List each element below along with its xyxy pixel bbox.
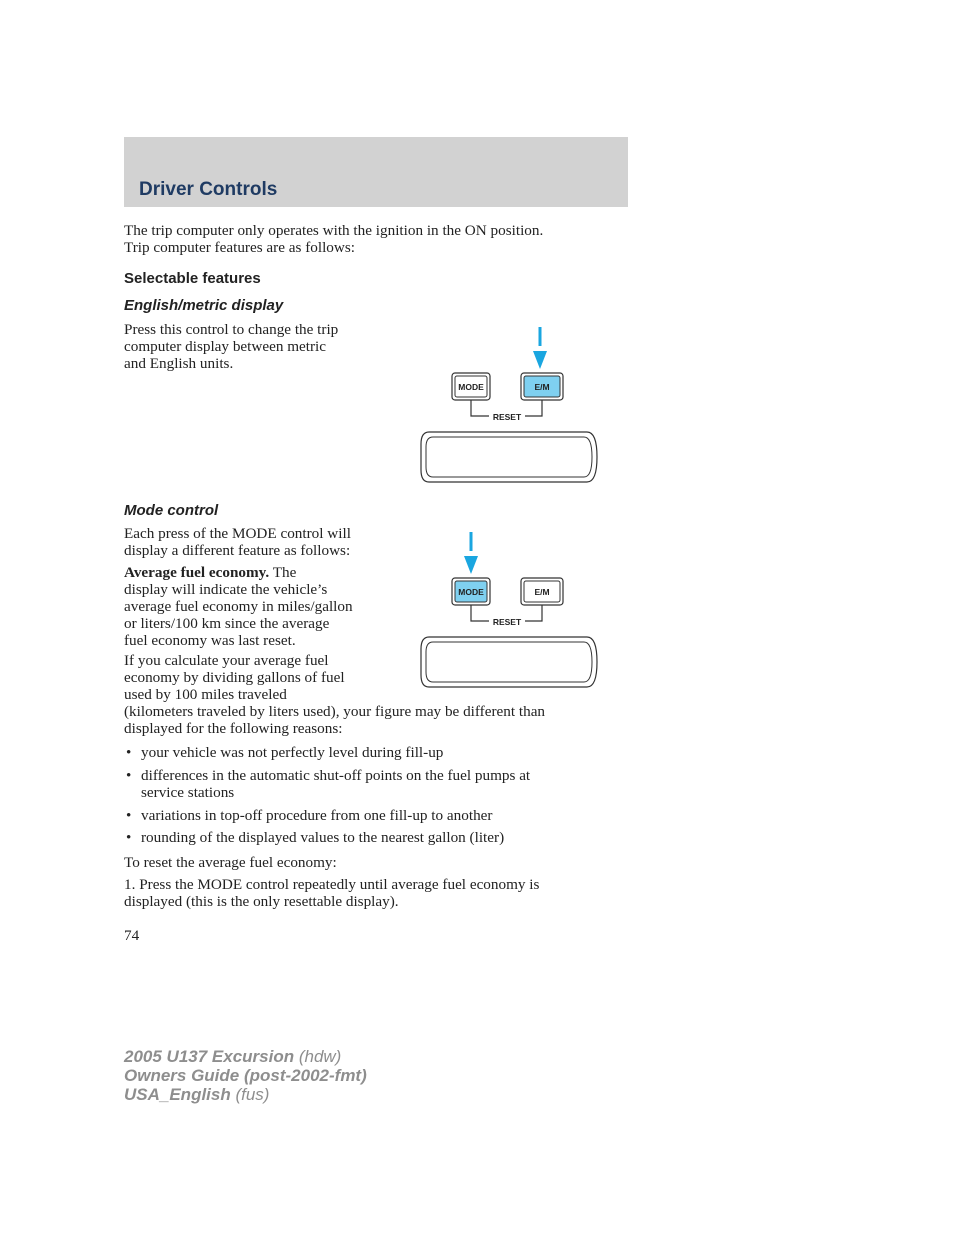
reset-intro: To reset the average fuel economy: <box>124 854 337 871</box>
reset-step-line: 1. Press the MODE control repeatedly until average fuel economy is <box>124 876 540 893</box>
avg-fuel-line: display will indicate the vehicle’s <box>124 581 328 598</box>
reset-bracket-right <box>525 400 542 416</box>
bullet-icon: • <box>126 829 132 846</box>
selectable-features-heading: Selectable features <box>124 270 261 287</box>
display-screen <box>426 642 592 682</box>
arrow-head-icon <box>464 556 478 574</box>
english-metric-line: and English units. <box>124 355 234 372</box>
list-item-text: variations in top-off procedure from one fill-up to another <box>141 807 493 824</box>
list-item <box>124 807 530 824</box>
mode-control-line: display a different feature as follows: <box>124 542 351 559</box>
calc-line: economy by dividing gallons of fuel <box>124 669 345 686</box>
mode-control-paragraph <box>124 525 351 559</box>
english-metric-heading: English/metric display <box>124 297 284 314</box>
em-control-diagram <box>415 320 605 490</box>
list-item <box>124 829 530 846</box>
avg-fuel-paragraph <box>124 564 353 649</box>
intro-line-2: Trip computer features are as follows: <box>124 239 355 256</box>
list-item <box>124 767 530 801</box>
english-metric-paragraph <box>124 321 338 372</box>
footer-model: 2005 U137 Excursion <box>124 1047 295 1066</box>
display-screen <box>426 437 592 477</box>
bullet-icon: • <box>126 767 132 784</box>
reset-step-line: displayed (this is the only resettable display). <box>124 893 399 910</box>
em-button-label: E/M <box>534 382 550 392</box>
calc-line: used by 100 miles traveled <box>124 686 287 703</box>
list-item-text: differences in the automatic shut-off points on the fuel pumps at <box>141 767 531 784</box>
reset-bracket-right <box>525 605 542 621</box>
list-item-text: your vehicle was not perfectly level during fill-up <box>141 744 444 761</box>
reset-bracket-left <box>471 605 489 621</box>
avg-fuel-label: Average fuel economy. <box>124 564 270 581</box>
list-item-text: service stations <box>141 784 235 801</box>
page-number: 74 <box>124 927 140 944</box>
calc-line: displayed for the following reasons: <box>124 720 343 737</box>
avg-fuel-text: The <box>269 564 297 581</box>
calc-line: If you calculate your average fuel <box>124 652 329 669</box>
document-footer <box>124 1047 367 1104</box>
mode-button-label: MODE <box>458 587 484 597</box>
reset-label: RESET <box>492 617 522 627</box>
mode-control-diagram <box>415 525 605 695</box>
arrow-head-icon <box>533 351 547 369</box>
bullet-icon: • <box>126 807 132 824</box>
mode-control-heading: Mode control <box>124 502 219 519</box>
footer-guide: Owners Guide (post-2002-fmt) <box>124 1066 367 1085</box>
reset-label: RESET <box>492 412 522 422</box>
footer-locale-code: (fus) <box>230 1085 270 1104</box>
footer-locale: USA_English <box>124 1085 231 1104</box>
reset-bracket-left <box>471 400 489 416</box>
bullet-icon: • <box>126 744 132 761</box>
english-metric-line: Press this control to change the trip <box>124 321 339 338</box>
reset-step-1 <box>124 876 539 910</box>
english-metric-line: computer display between metric <box>124 338 327 355</box>
reasons-list <box>124 744 530 846</box>
avg-fuel-line: or liters/100 km since the average <box>124 615 330 632</box>
avg-fuel-line: average fuel economy in miles/gallon <box>124 598 353 615</box>
list-item <box>124 744 530 761</box>
intro-paragraph <box>124 222 543 256</box>
mode-button-label: MODE <box>458 382 484 392</box>
calc-line: (kilometers traveled by liters used), your figure may be different than <box>124 703 546 720</box>
mode-control-line: Each press of the MODE control will <box>124 525 351 542</box>
footer-model-code: (hdw) <box>294 1047 342 1066</box>
intro-line-1: The trip computer only operates with the ignition in the ON position. <box>124 222 544 239</box>
page-title: Driver Controls <box>139 179 278 200</box>
avg-fuel-line: fuel economy was last reset. <box>124 632 296 649</box>
em-button-label: E/M <box>534 587 550 597</box>
list-item-text: rounding of the displayed values to the nearest gallon (liter) <box>141 829 505 846</box>
section-header-bar <box>124 137 628 207</box>
